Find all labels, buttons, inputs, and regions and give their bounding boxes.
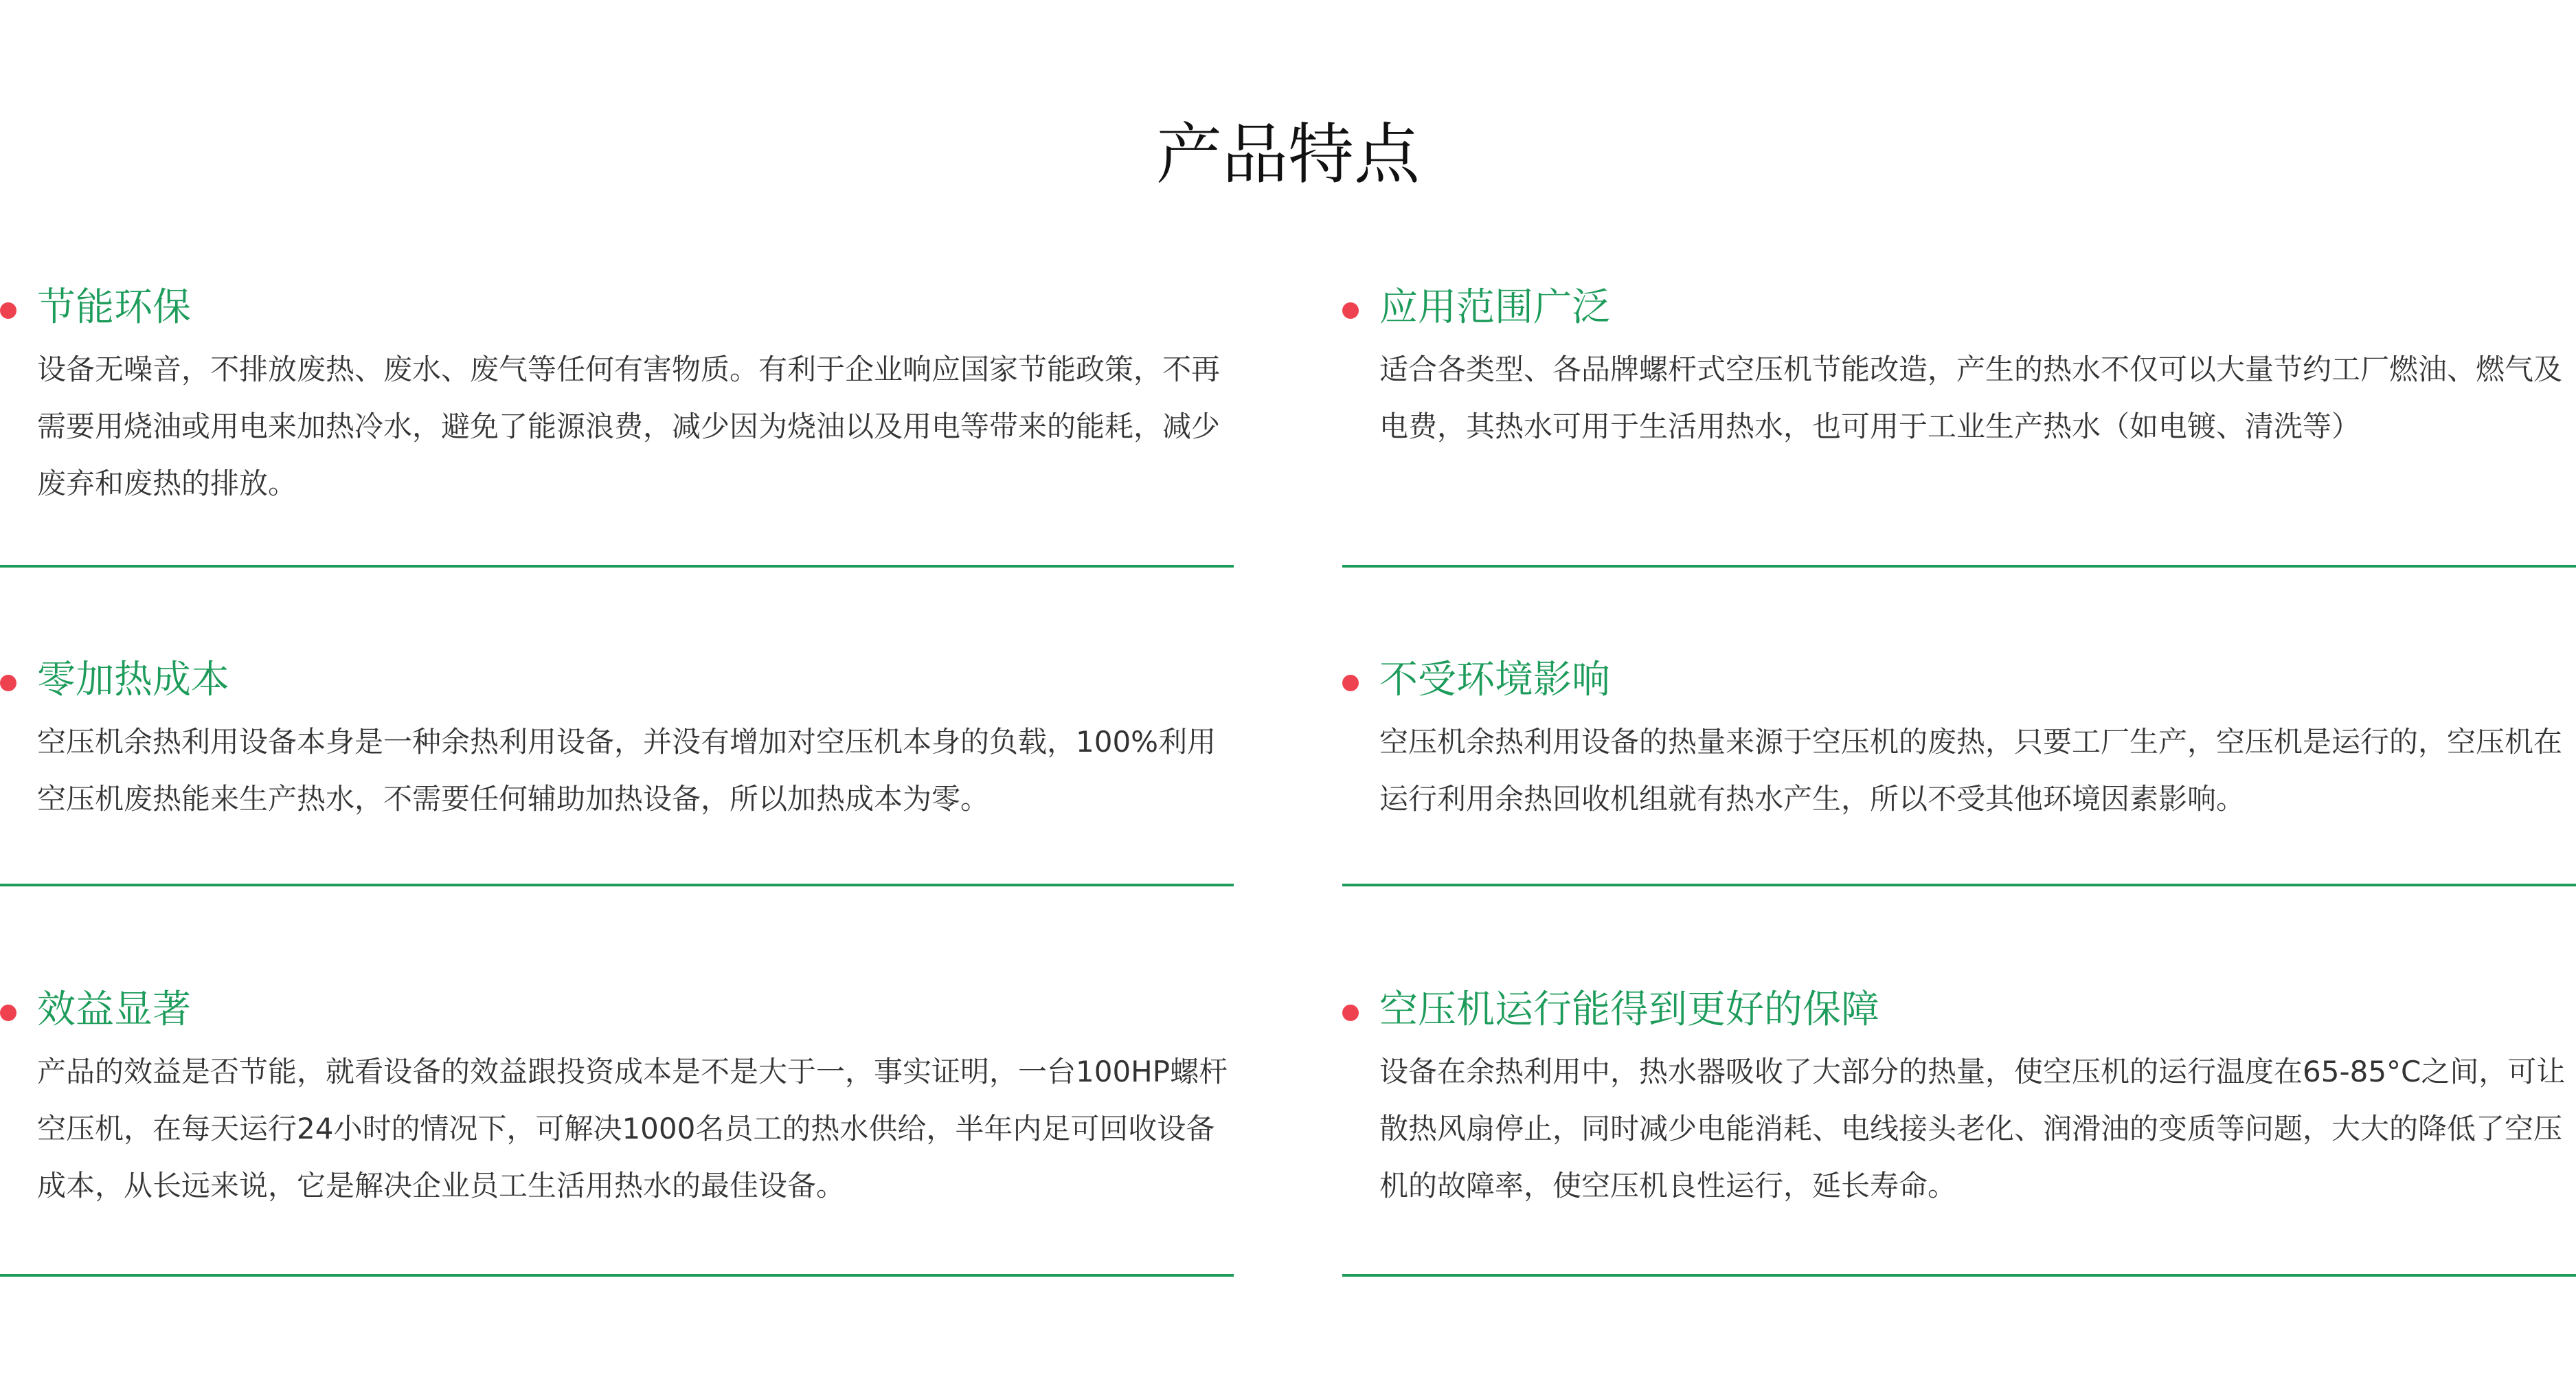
bullet-dot-icon bbox=[1342, 675, 1359, 691]
bullet-dot-icon bbox=[1342, 1005, 1359, 1021]
feature-energy-saving bbox=[0, 275, 1234, 568]
page-title: 产品特点 bbox=[1156, 116, 1420, 193]
feature-title: 节能环保 bbox=[37, 285, 191, 330]
feature-description: 产品的效益是否节能，就看设备的效益跟投资成本是不是大于一，事实证明，一台100HP螺杆空压机，在每天运行24小时的情况下，可解决1000名员工的热水供给，半年内足可回收设备成本，从长远来说，它是解决企业员工生活用热水的最佳设备。 bbox=[37, 1055, 1228, 1202]
feature-header bbox=[1342, 275, 2576, 341]
feature-zero-heating-cost bbox=[0, 647, 1234, 886]
feature-description: 设备无噪音，不排放废热、废水、废气等任何有害物质。有利于企业响应国家节能政策，不再需要用烧油或用电来加热冷水，避免了能源浪费，减少因为烧油以及用电等带来的能耗，减少废弃和废热的排放。 bbox=[37, 352, 1221, 500]
feature-header bbox=[0, 275, 1234, 341]
feature-header bbox=[1342, 647, 2576, 713]
feature-environment-independent bbox=[1342, 647, 2576, 886]
feature-title: 不受环境影响 bbox=[1379, 658, 1610, 702]
feature-description: 空压机余热利用设备本身是一种余热利用设备，并没有增加对空压机本身的负载，100%利用空压机废热能来生产热水，不需要任何辅助加热设备，所以加热成本为零。 bbox=[37, 725, 1217, 816]
feature-header bbox=[0, 647, 1234, 713]
feature-significant-benefits bbox=[0, 977, 1234, 1277]
feature-title: 零加热成本 bbox=[37, 658, 229, 702]
bullet-dot-icon bbox=[0, 1005, 16, 1021]
feature-wide-application bbox=[1342, 275, 2576, 568]
feature-header bbox=[0, 977, 1234, 1043]
feature-title: 效益显著 bbox=[37, 987, 191, 1032]
feature-title: 空压机运行能得到更好的保障 bbox=[1379, 987, 1879, 1032]
feature-description: 设备在余热利用中，热水器吸收了大部分的热量，使空压机的运行温度在65-85°C之间，可让散热风扇停止，同时减少电能消耗、电线接头老化、润滑油的变质等问题，大大的降低了空压机的故障率，使空压机良性运行，延长寿命。 bbox=[1379, 1055, 2566, 1202]
bullet-dot-icon bbox=[0, 675, 16, 691]
feature-header bbox=[1342, 977, 2576, 1043]
bullet-dot-icon bbox=[1342, 302, 1359, 319]
feature-title: 应用范围广泛 bbox=[1379, 285, 1610, 330]
feature-description: 空压机余热利用设备的热量来源于空压机的废热，只要工厂生产，空压机是运行的，空压机在运行利用余热回收机组就有热水产生，所以不受其他环境因素影响。 bbox=[1379, 725, 2563, 816]
bullet-dot-icon bbox=[0, 302, 16, 319]
feature-description: 适合各类型、各品牌螺杆式空压机节能改造，产生的热水不仅可以大量节约工厂燃油、燃气及电费，其热水可用于生活用热水，也可用于工业生产热水（如电镀、清洗等） bbox=[1379, 352, 2563, 443]
feature-compressor-protection bbox=[1342, 977, 2576, 1277]
